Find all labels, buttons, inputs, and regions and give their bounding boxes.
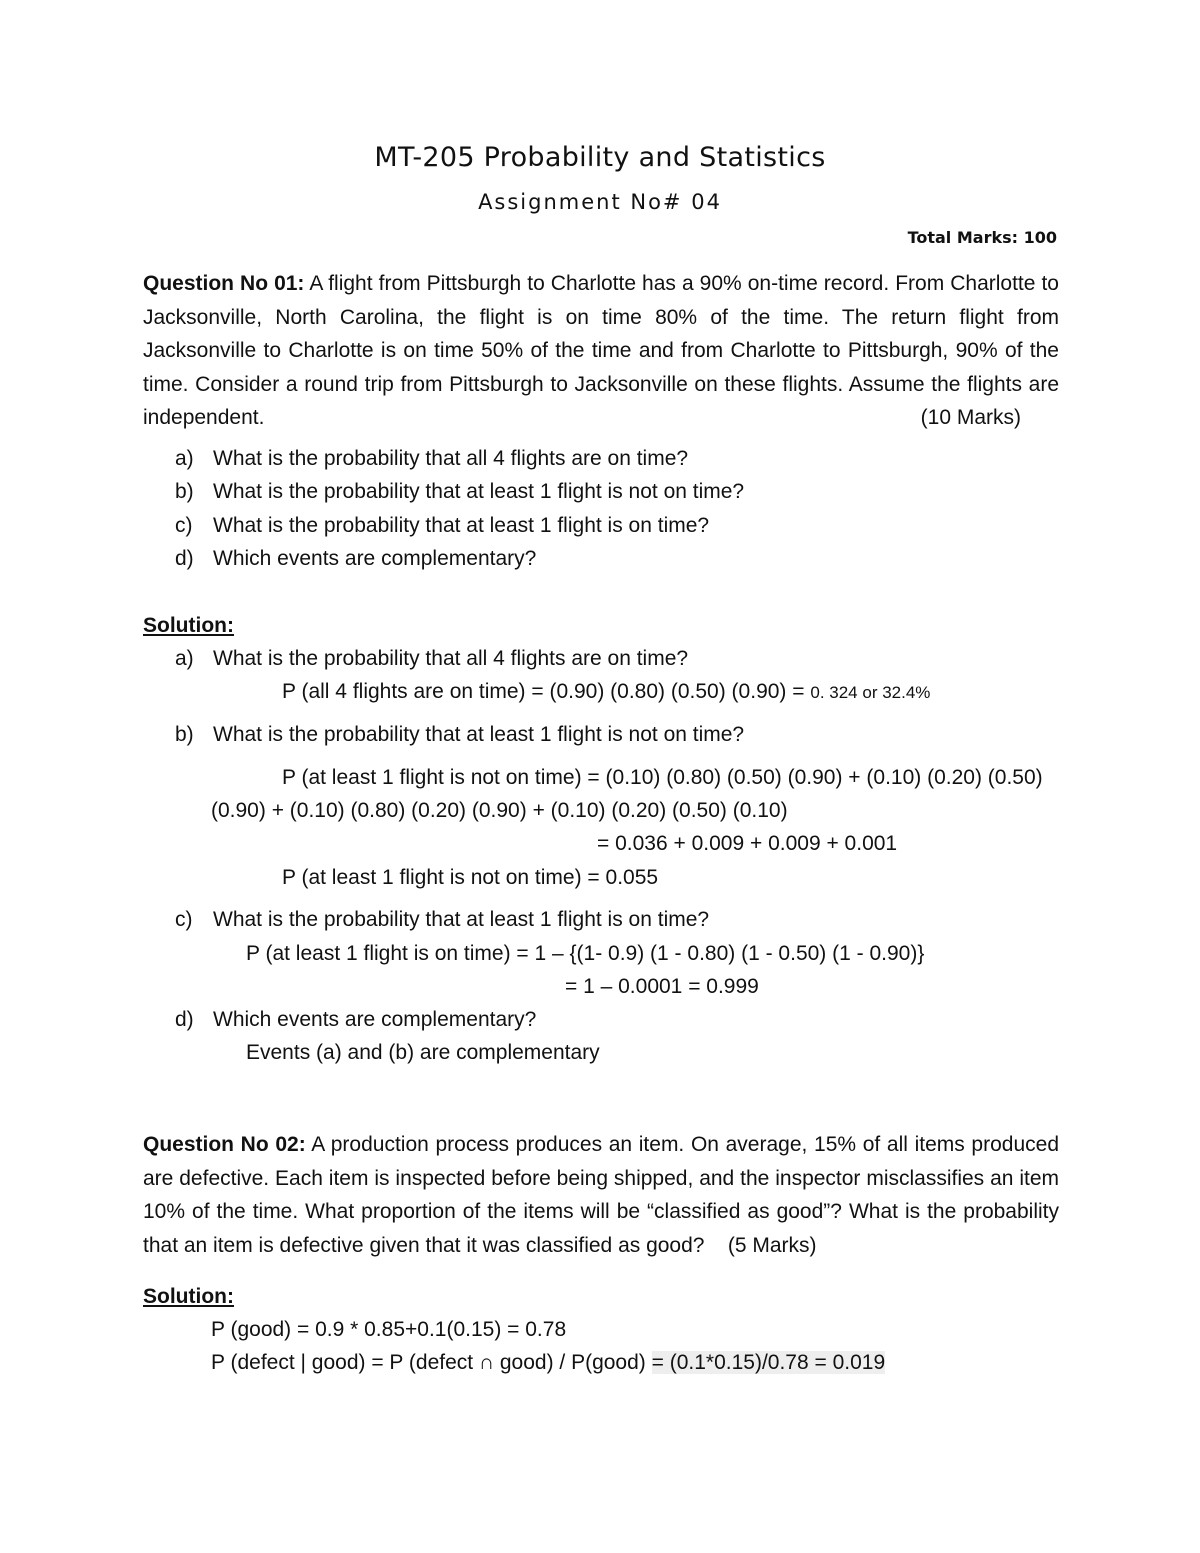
solution-2-line-2-left: P (defect | good) = P (defect ∩ good) / P(good) (211, 1351, 646, 1374)
question-2-marks: (5 Marks) (727, 1233, 817, 1257)
solution-c-line-1: P (at least 1 flight is on time) = 1 – {(1- 0.9) (1 - 0.80) (1 - 0.50) (1 - 0.90)} (246, 942, 925, 965)
part-label: a) (175, 447, 194, 470)
solution-2-line-1: P (good) = 0.9 * 0.85+0.1(0.15) = 0.78 (211, 1318, 567, 1341)
question-2 (143, 1128, 1059, 1262)
part-label: c) (175, 514, 193, 537)
solution-b-line-4: P (at least 1 flight is not on time) = 0.055 (282, 866, 659, 889)
question-2-text: A production process produces an item. On average, 15% of all items produced are defective. Each item is inspected before being shipped, and the inspector misclassifies an item 10% of the time. What proportion of the items will be “classified as good”? What is the probability that an item is defective given that it was classified as good? (143, 1133, 1059, 1257)
solution-d-answer: Events (a) and (b) are complementary (246, 1041, 600, 1064)
part-text: What is the probability that at least 1 flight is on time? (213, 514, 710, 537)
question-1-marks: (10 Marks) (920, 406, 1021, 429)
part-label: b) (175, 480, 194, 503)
solution-part-question: What is the probability that all 4 flights are on time? (213, 647, 689, 670)
solution-part-question: What is the probability that at least 1 flight is on time? (213, 908, 710, 931)
part-text: Which events are complementary? (213, 547, 537, 570)
assignment-number: Assignment No# 04 (478, 190, 722, 214)
solution-b-line-3: = 0.036 + 0.009 + 0.009 + 0.001 (597, 832, 898, 855)
part-label: d) (175, 547, 194, 570)
solution-b-line-1: P (at least 1 flight is not on time) = (0.10) (0.80) (0.50) (0.90) + (0.10) (0.20) (0.50) (282, 766, 1043, 789)
part-text: What is the probability that all 4 flights are on time? (213, 447, 689, 470)
solution-2-line-2-right: = (0.1*0.15)/0.78 = 0.019 (651, 1351, 886, 1374)
solution-a-equation (282, 680, 930, 704)
solution-2-line-2 (211, 1351, 885, 1375)
solution-part-label: d) (175, 1008, 194, 1031)
question-1-text: A flight from Pittsburgh to Charlotte has a 90% on-time record. From Charlotte to Jacksonville, North Carolina, the flight is on time 80% of the time. The return flight from Jacksonville to Charlotte is on time 50% of the time and from Charlotte to Pittsburgh, 90% of the time. Consider a round trip from Pittsburgh to Jacksonville on these flights. Assume the flights are independent. (143, 272, 1059, 429)
course-title: MT-205 Probability and Statistics (374, 142, 826, 173)
solution-a-result: 0. 324 or 32.4% (810, 683, 931, 702)
question-1-solution (0, 647, 1200, 1067)
solution-part-label: b) (175, 723, 194, 746)
solution-a-equation-text: P (all 4 flights are on time) = (0.90) (0.80) (0.50) (0.90) = (282, 680, 805, 703)
solution-part-label: c) (175, 908, 193, 931)
solution-c-line-2: = 1 – 0.0001 = 0.999 (565, 975, 759, 998)
total-marks: Total Marks: 100 (907, 228, 1057, 247)
solution-part-label: a) (175, 647, 194, 670)
solution-heading: Solution: (143, 1285, 234, 1308)
solution-b-line-2: (0.90) + (0.10) (0.80) (0.20) (0.90) + (0.10) (0.20) (0.50) (0.10) (211, 799, 788, 822)
solution-part-question: Which events are complementary? (213, 1008, 537, 1031)
question-2-label: Question No 02: (143, 1133, 306, 1156)
question-1-label: Question No 01: (143, 272, 305, 295)
solution-part-question: What is the probability that at least 1 flight is not on time? (213, 723, 745, 746)
part-text: What is the probability that at least 1 flight is not on time? (213, 480, 745, 503)
solution-heading: Solution: (143, 614, 234, 637)
question-1 (143, 267, 1059, 435)
